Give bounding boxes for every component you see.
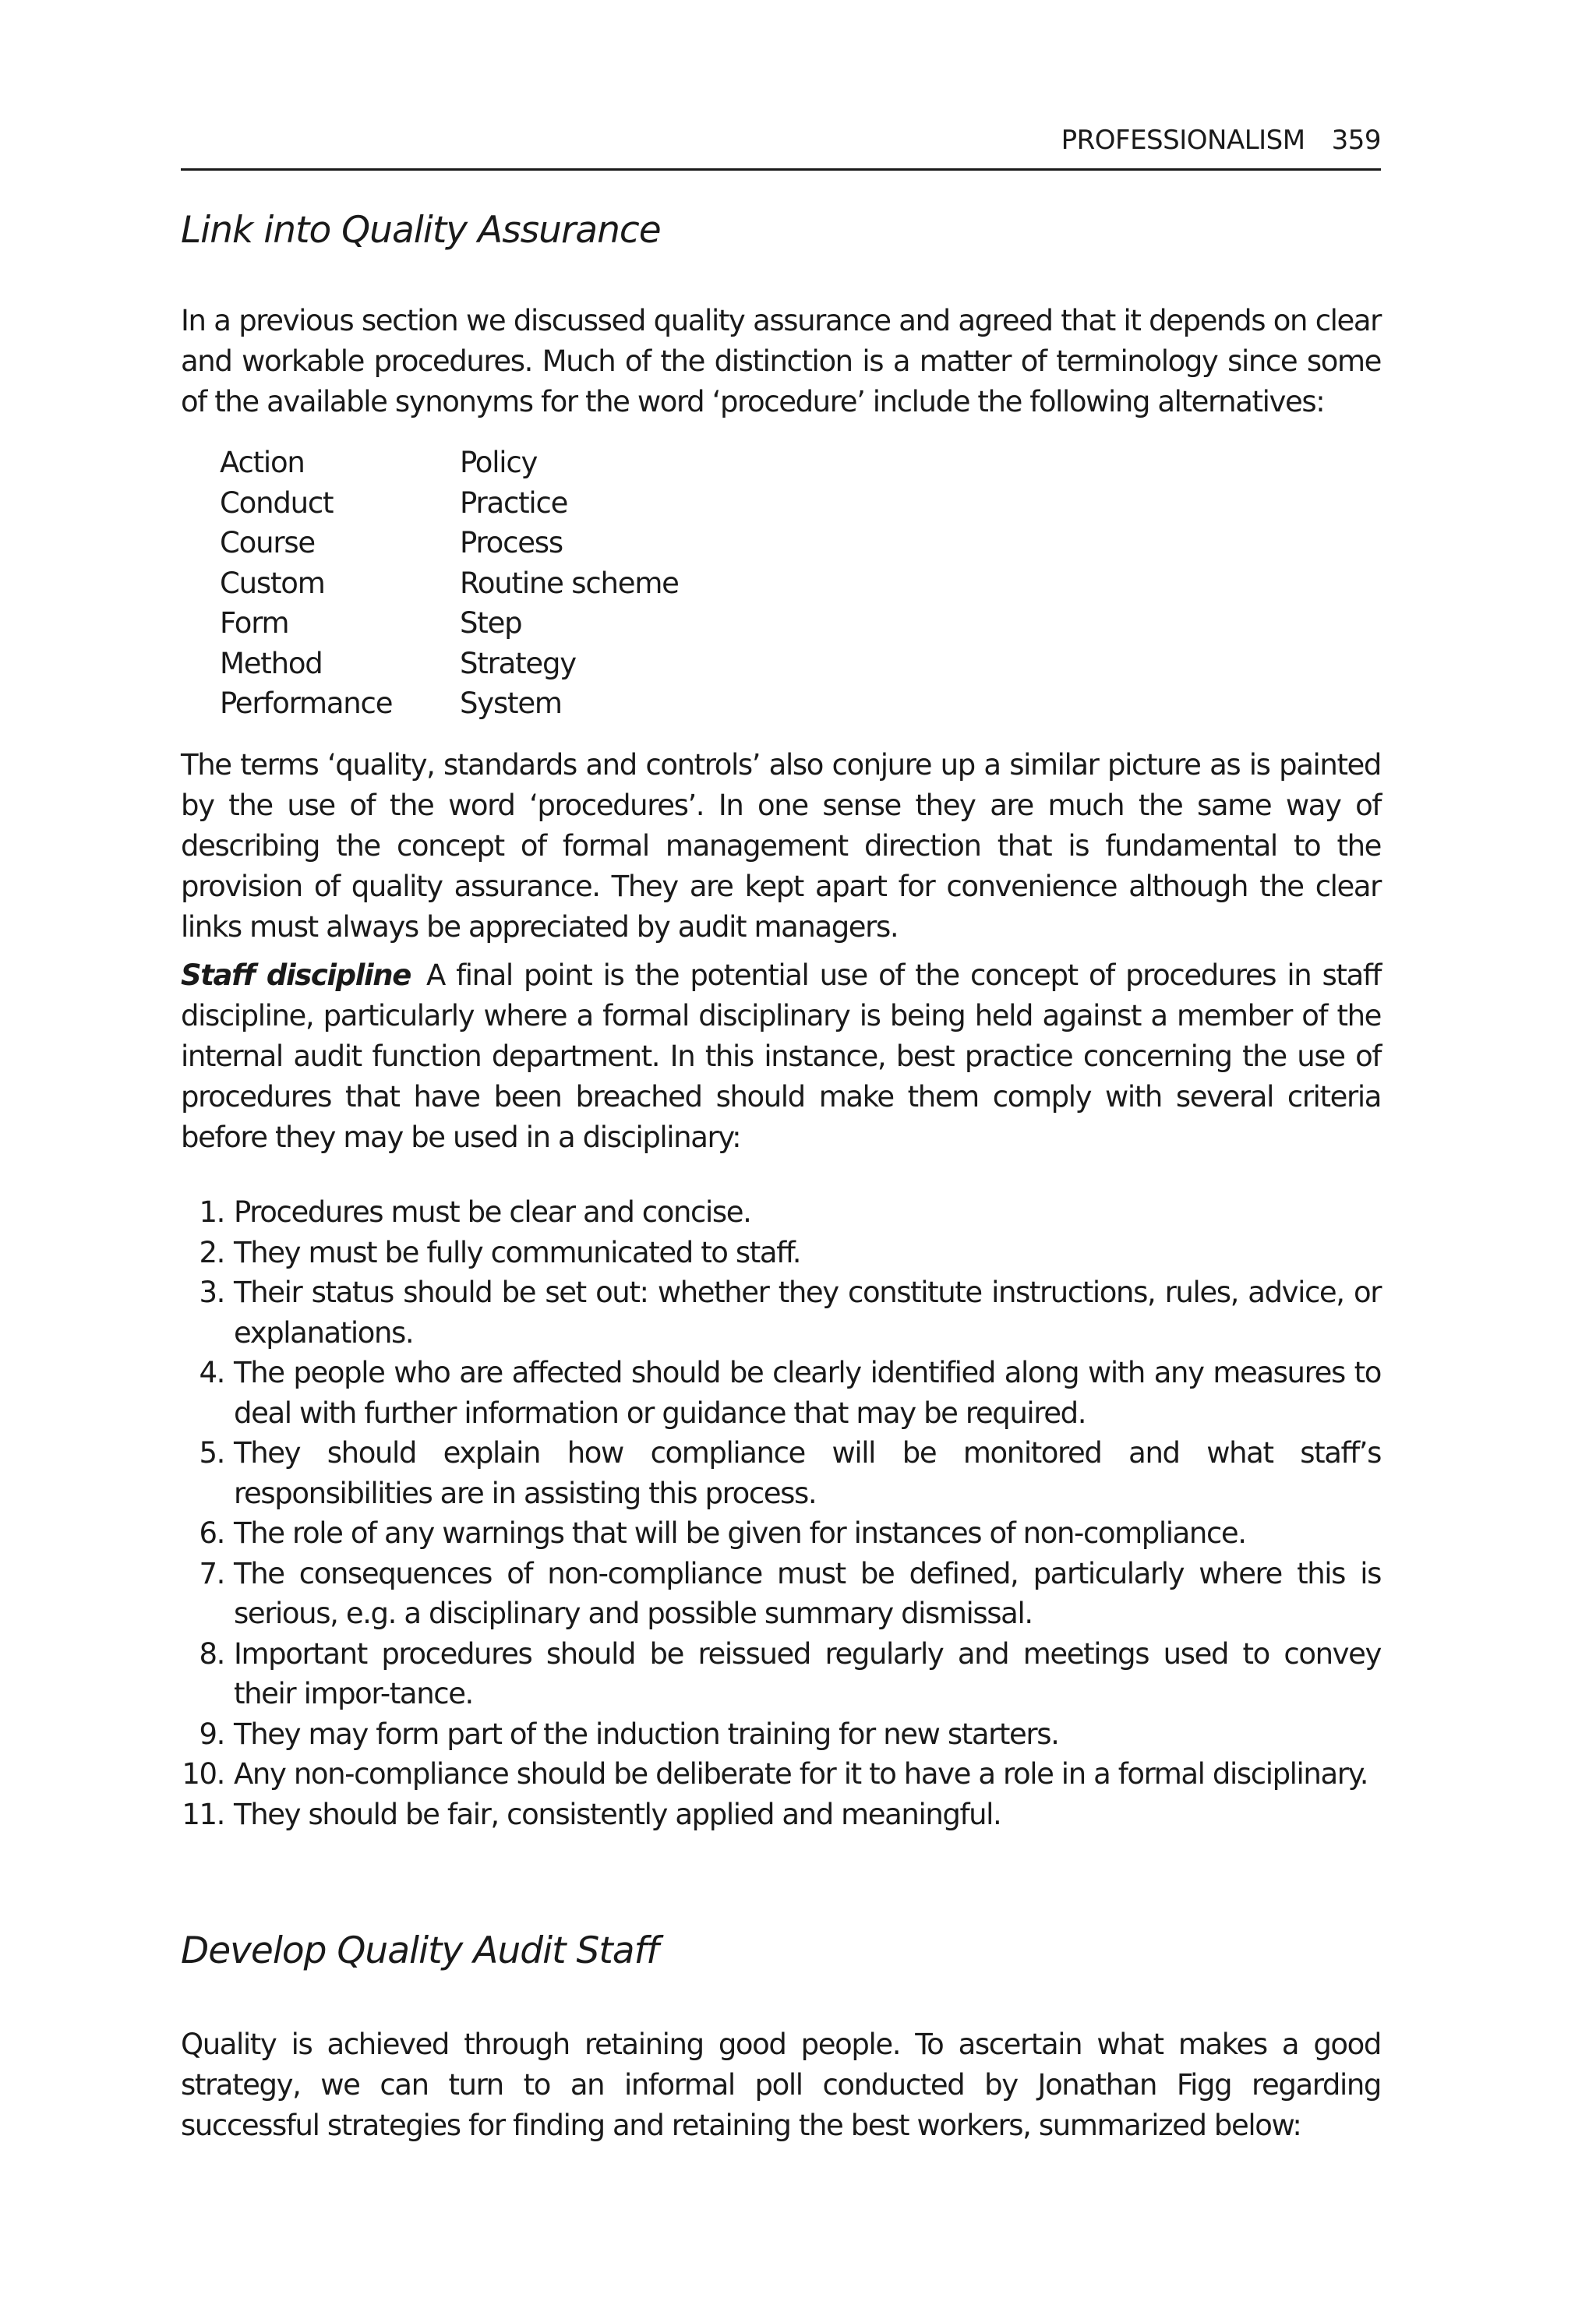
list-item-number: 8.: [199, 1636, 224, 1671]
synonym-row: [220, 683, 679, 724]
running-head: [181, 123, 1381, 157]
synonym-left: Performance: [220, 687, 393, 720]
list-item-text: The role of any warnings that will be given for instances of non-compliance.: [234, 1516, 1246, 1550]
list-item-number: 1.: [199, 1195, 224, 1229]
synonym-row: [220, 603, 679, 644]
synonym-right: Process: [460, 526, 563, 559]
list-item-text: They may form part of the induction training for new starters.: [234, 1717, 1059, 1751]
section-heading-quality-assurance: Link into Quality Assurance: [181, 209, 661, 252]
synonym-row: [220, 443, 679, 483]
section-heading-develop-staff: Develop Quality Audit Staff: [181, 1929, 659, 1972]
staff-discipline-text: A final point is the potential use of the concept of procedures in staff discipline, particularly where a formal disciplinary is being held against a member of the internal audit function department. In this instance, best practice concerning the use of procedures that have been breached should make them comply with several criteria before they may be used in a disciplinary:: [181, 958, 1381, 1154]
synonym-left: Method: [220, 646, 323, 680]
synonym-right: Routine scheme: [460, 566, 679, 600]
list-item-text: Procedures must be clear and concise.: [234, 1195, 751, 1229]
synonym-left: Course: [220, 526, 315, 559]
synonym-right: Strategy: [460, 646, 576, 680]
synonym-left: Custom: [220, 566, 325, 600]
header-rule: [181, 168, 1381, 171]
list-item: [176, 1714, 1381, 1755]
staff-discipline-run-in-heading: Staff discipline: [181, 958, 411, 992]
list-item-text: Their status should be set out: whether they constitute instructions, rules, advice, or explanations.: [234, 1276, 1381, 1350]
list-item-text: They must be fully communicated to staff.: [234, 1235, 801, 1269]
running-head-chapter: PROFESSIONALISM: [1061, 125, 1305, 156]
terms-paragraph: The terms ‘quality, standards and controls’ also conjure up a similar picture as is painted by the use of the word ‘procedures’. In one sense they are much the same way of describing the concept of formal management direction that is fundamental to the provision of quality assurance. They are kept apart for convenience although the clear links must always be appreciated by audit managers.: [181, 748, 1381, 944]
synonym-right: Practice: [460, 485, 568, 520]
criteria-list: [176, 1192, 1381, 1834]
list-item-text: They should explain how compliance will be monitored and what staff’s responsibilities are in assisting this process.: [234, 1436, 1381, 1510]
synonym-row: [220, 523, 679, 563]
synonym-row: [220, 644, 679, 684]
list-item-number: 6.: [199, 1516, 224, 1550]
list-item: [176, 1353, 1381, 1433]
list-item-number: 4.: [199, 1356, 224, 1389]
synonym-row: [220, 483, 679, 524]
list-item: [176, 1795, 1381, 1835]
list-item-text: The people who are affected should be clearly identified along with any measures to deal with further information or guidance that may be required.: [234, 1356, 1381, 1430]
list-item: [176, 1754, 1381, 1795]
list-item-number: 7.: [199, 1556, 224, 1590]
list-item: [176, 1513, 1381, 1554]
list-item: [176, 1233, 1381, 1273]
list-item-number: 2.: [199, 1235, 224, 1269]
list-item: [176, 1433, 1381, 1513]
list-item-text: Any non-compliance should be deliberate for it to have a role in a formal disciplinary.: [234, 1757, 1368, 1791]
list-item-number: 5.: [199, 1436, 224, 1470]
synonym-left: Form: [220, 606, 289, 640]
synonym-left: Action: [220, 446, 305, 479]
synonym-row: [220, 563, 679, 604]
synonym-right: Policy: [460, 446, 538, 479]
page-number: 359: [1331, 125, 1381, 156]
list-item: [176, 1192, 1381, 1233]
list-item-number: 10.: [182, 1757, 224, 1791]
list-item-number: 3.: [199, 1276, 224, 1309]
synonym-right: System: [460, 687, 562, 720]
list-item: [176, 1272, 1381, 1353]
list-item-text: They should be fair, consistently applied and meaningful.: [234, 1797, 1001, 1831]
list-item-number: 9.: [199, 1717, 224, 1751]
list-item: [176, 1554, 1381, 1634]
list-item-text: The consequences of non-compliance must be defined, particularly where this is serious, e.g. a disciplinary and possible summary dismissal.: [234, 1556, 1381, 1630]
synonym-left: Conduct: [220, 485, 334, 520]
list-item-number: 11.: [182, 1797, 224, 1831]
list-item-text: Important procedures should be reissued regularly and meetings used to convey their impor-tance.: [234, 1636, 1381, 1710]
develop-staff-paragraph: Quality is achieved through retaining good people. To ascertain what makes a good strategy, we can turn to an informal poll conducted by Jonathan Figg regarding successful strategies for finding and retaining the best workers, summarized below:: [181, 2028, 1381, 2142]
synonym-list: [220, 443, 679, 724]
intro-paragraph: In a previous section we discussed quality assurance and agreed that it depends on clear and workable procedures. Much of the distinction is a matter of terminology since some of the available synonyms for the word ‘procedure’ include the following alternatives:: [181, 304, 1381, 418]
list-item: [176, 1634, 1381, 1714]
staff-discipline-paragraph: [181, 955, 1381, 1158]
synonym-right: Step: [460, 606, 522, 640]
